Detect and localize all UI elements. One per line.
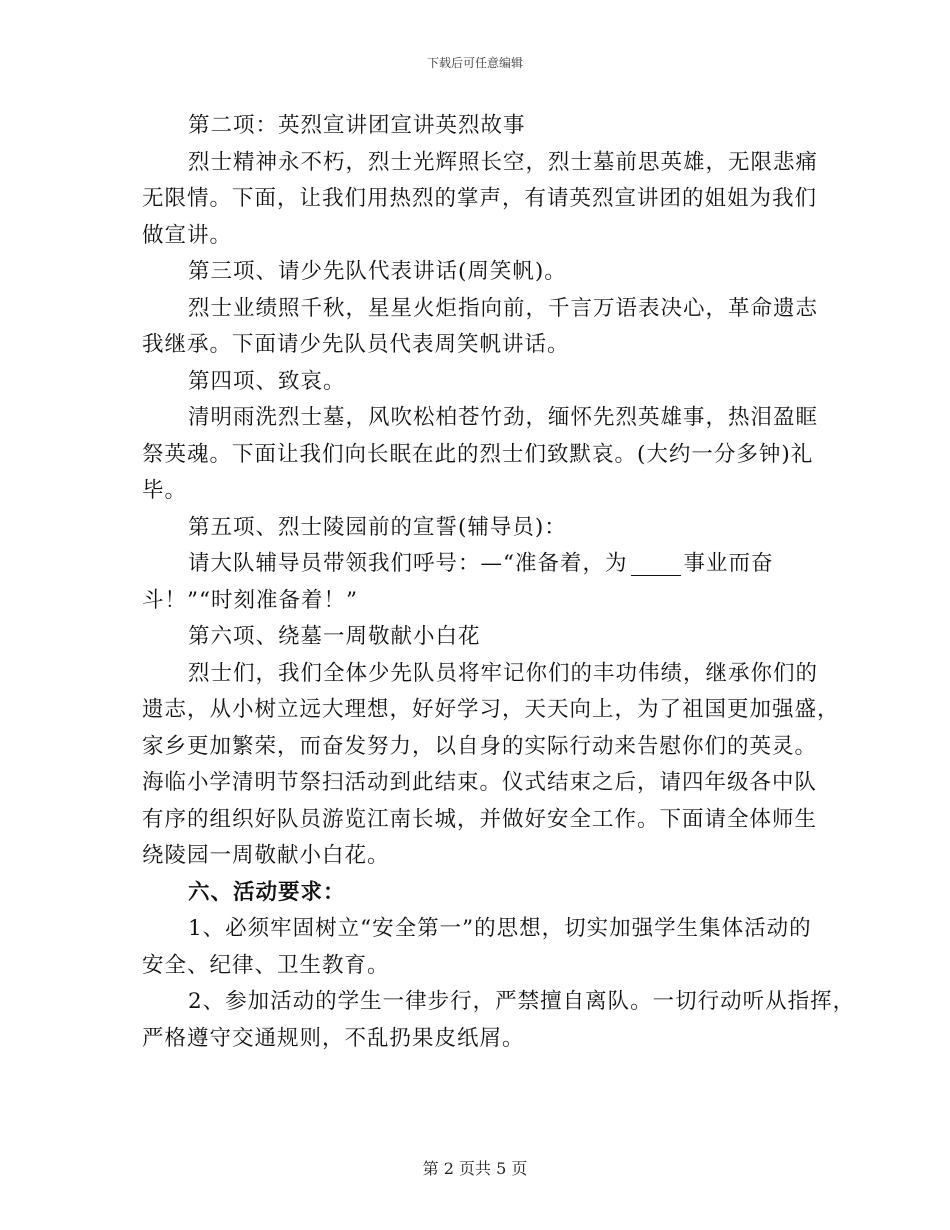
text-line: [142, 291, 819, 328]
text-line-content: 斗！”“时刻准备着！”: [142, 587, 358, 613]
text-line-content: 安全、纪律、卫生教育。: [142, 952, 390, 978]
text-line: [142, 948, 812, 985]
text-line-content: 第二项：英烈宣讲团宣讲英烈故事: [188, 113, 526, 138]
page-footer: 第 2 页共 5 页: [422, 1159, 528, 1178]
text-line: [142, 254, 812, 291]
text-line-content: 绕陵园一周敬献小白花。: [142, 843, 390, 868]
text-line-content: 事业而奋: [683, 551, 774, 576]
text-line-content: 烈士们，我们全体少先队员将牢记你们的丰功伟绩，继承你们的: [188, 660, 819, 686]
text-line-content: 第四项、致哀。: [188, 368, 346, 394]
text-line-content: 请大队辅导员带领我们呼号：—“准备着，为: [188, 551, 628, 576]
text-line: [142, 619, 812, 656]
text-line: [142, 984, 856, 1021]
text-line: [142, 1021, 812, 1058]
page-header: 下载后可任意编辑: [426, 56, 523, 70]
text-line: [142, 583, 812, 620]
text-line: [142, 108, 812, 145]
text-line-content: 遗志，从小树立远大理想，好好学习，天天向上，为了祖国更加强盛，: [142, 697, 840, 722]
text-line-content: 第三项、请少先队代表讲话(周笑帆)。: [188, 259, 567, 284]
text-line-content: 我继承。下面请少先队员代表周笑帆讲话。: [142, 332, 570, 357]
text-line-content: 有序的组织好队员游览江南长城，并做好安全工作。下面请全体师生: [142, 806, 818, 832]
text-line: [142, 911, 812, 948]
text-line: [142, 364, 812, 401]
text-line: [142, 218, 812, 255]
text-line-content: 毕。: [142, 478, 188, 503]
text-line: [142, 181, 818, 218]
text-line: [142, 656, 819, 693]
text-line-content: 清明雨洗烈士墓，风吹松柏苍竹劲，缅怀先烈英雄事，热泪盈眶: [188, 405, 819, 430]
text-line-content: 第六项、绕墓一周敬献小白花: [188, 624, 481, 649]
text-line-content: 严格遵守交通规则，不乱扔果皮纸屑。: [142, 1025, 525, 1051]
text-line: [142, 765, 818, 802]
text-line: [142, 400, 819, 437]
text-line: [142, 546, 812, 583]
text-line-content: 烈士业绩照千秋，星星火炬指向前，千言万语表决心，革命遗志: [188, 295, 819, 321]
text-line-content: 家乡更加繁荣，而奋发努力，以自身的实际行动来告慰你们的英灵。: [142, 733, 818, 759]
text-line: [142, 327, 812, 364]
text-line-content: 无限情。下面，让我们用热烈的掌声，有请英烈宣讲团的姐姐为我们: [142, 186, 818, 211]
text-line: [142, 802, 818, 839]
text-line: [142, 692, 840, 729]
text-line: [142, 510, 812, 547]
text-line-content: 海临小学清明节祭扫活动到此结束。仪式结束之后，请四年级各中队: [142, 770, 818, 795]
text-line-content: 烈士精神永不朽，烈士光辉照长空，烈士墓前思英雄，无限悲痛: [188, 149, 819, 175]
document-body: [142, 108, 856, 1057]
text-line: [142, 145, 819, 182]
text-line: [142, 729, 818, 766]
text-line-content: 第五项、烈士陵园前的宣誓(辅导员)：: [188, 514, 567, 540]
text-line-content: 2、参加活动的学生一律步行，严禁擅自离队。一切行动听从指挥，: [188, 989, 856, 1014]
text-line-content: 六、活动要求：: [188, 879, 346, 905]
text-line: [142, 875, 812, 912]
text-line: [142, 473, 812, 510]
text-line-content: 1、必须牢固树立“安全第一”的思想，切实加强学生集体活动的: [188, 916, 812, 941]
text-line: [142, 437, 812, 474]
fill-in-blank: [631, 553, 681, 576]
text-line-content: 祭英魂。下面让我们向长眠在此的烈士们致默哀。(大约一分多钟)礼: [142, 441, 814, 467]
text-line: [142, 838, 812, 875]
text-line-content: 做宣讲。: [142, 222, 233, 248]
